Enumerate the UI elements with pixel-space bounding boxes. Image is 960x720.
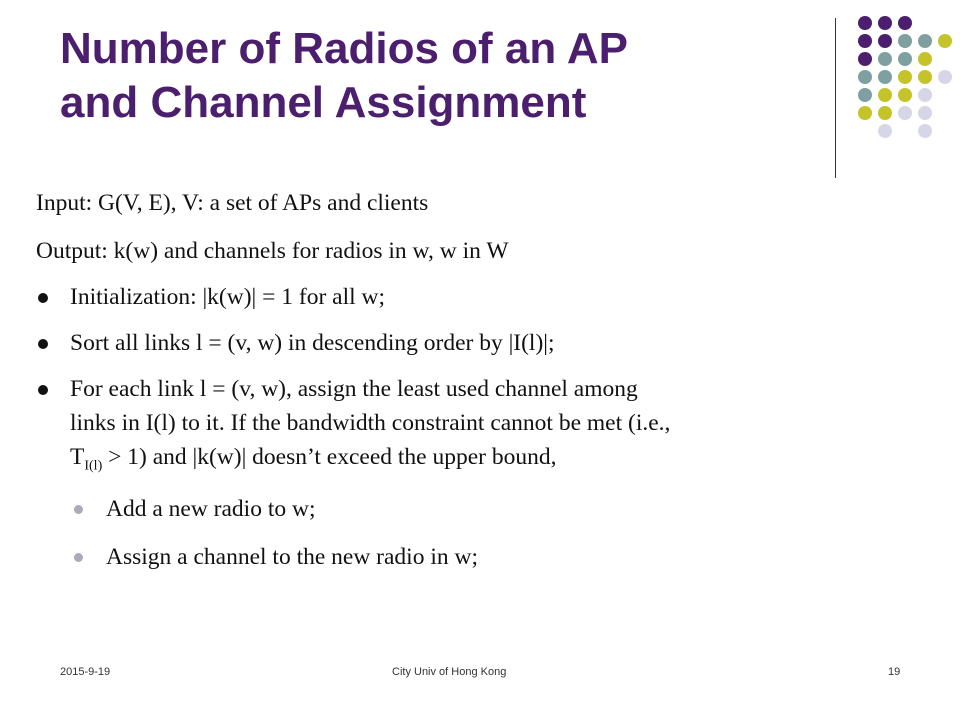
dot [878, 34, 892, 48]
dot [898, 52, 912, 66]
title-divider [835, 18, 836, 178]
dot [898, 34, 912, 48]
dot [898, 106, 912, 120]
footer-page-number: 19 [888, 666, 901, 678]
dot [878, 124, 892, 138]
bullet-initialization: Initialization: |k(w)| = 1 for all w; [70, 284, 386, 310]
dot [898, 16, 912, 30]
dot [898, 88, 912, 102]
dot [918, 70, 932, 84]
slide-title-line-1: Number of Radios of an AP [60, 24, 628, 73]
sub-bullet-assign-channel: Assign a channel to the new radio in w; [106, 544, 478, 570]
dot [918, 106, 932, 120]
dot [918, 88, 932, 102]
decorative-dot-grid [852, 16, 952, 156]
sub-bullet-dot [74, 553, 83, 562]
dot [918, 34, 932, 48]
dot [858, 88, 872, 102]
bullet-for-each-link-line-1: For each link l = (v, w), assign the least used channel among [70, 376, 638, 402]
dot [938, 34, 952, 48]
dot [918, 52, 932, 66]
output-line: Output: k(w) and channels for radios in w, w in W [36, 238, 509, 264]
sub-bullet-dot [74, 505, 83, 514]
dot [858, 16, 872, 30]
footer-organization: City Univ of Hong Kong [392, 666, 507, 678]
dot [858, 34, 872, 48]
throughput-symbol: T [70, 444, 85, 470]
dot [878, 88, 892, 102]
throughput-subscript: I(l) [84, 458, 103, 474]
dot [858, 106, 872, 120]
footer-date: 2015-9-19 [60, 666, 111, 678]
dot [858, 70, 872, 84]
bullet-dot [38, 339, 48, 349]
slide-title-line-2: and Channel Assignment [60, 78, 587, 127]
dot [878, 70, 892, 84]
dot [918, 124, 932, 138]
sub-bullet-add-radio: Add a new radio to w; [106, 496, 316, 522]
dot [858, 52, 872, 66]
dot [938, 70, 952, 84]
dot [898, 70, 912, 84]
bullet-dot [38, 293, 48, 303]
bullet-for-each-link-line-3 [70, 444, 556, 475]
bullet-sort-links: Sort all links l = (v, w) in descending order by |I(l)|; [70, 330, 555, 356]
dot [878, 52, 892, 66]
dot [878, 106, 892, 120]
dot [878, 16, 892, 30]
slide-title [60, 22, 800, 130]
input-line: Input: G(V, E), V: a set of APs and clients [36, 190, 429, 216]
bullet-for-each-link-line-2: links in I(l) to it. If the bandwidth constraint cannot be met (i.e., [70, 410, 671, 436]
condition-text: > 1) and |k(w)| doesn’t exceed the upper bound, [108, 444, 557, 470]
bullet-dot [38, 385, 48, 395]
